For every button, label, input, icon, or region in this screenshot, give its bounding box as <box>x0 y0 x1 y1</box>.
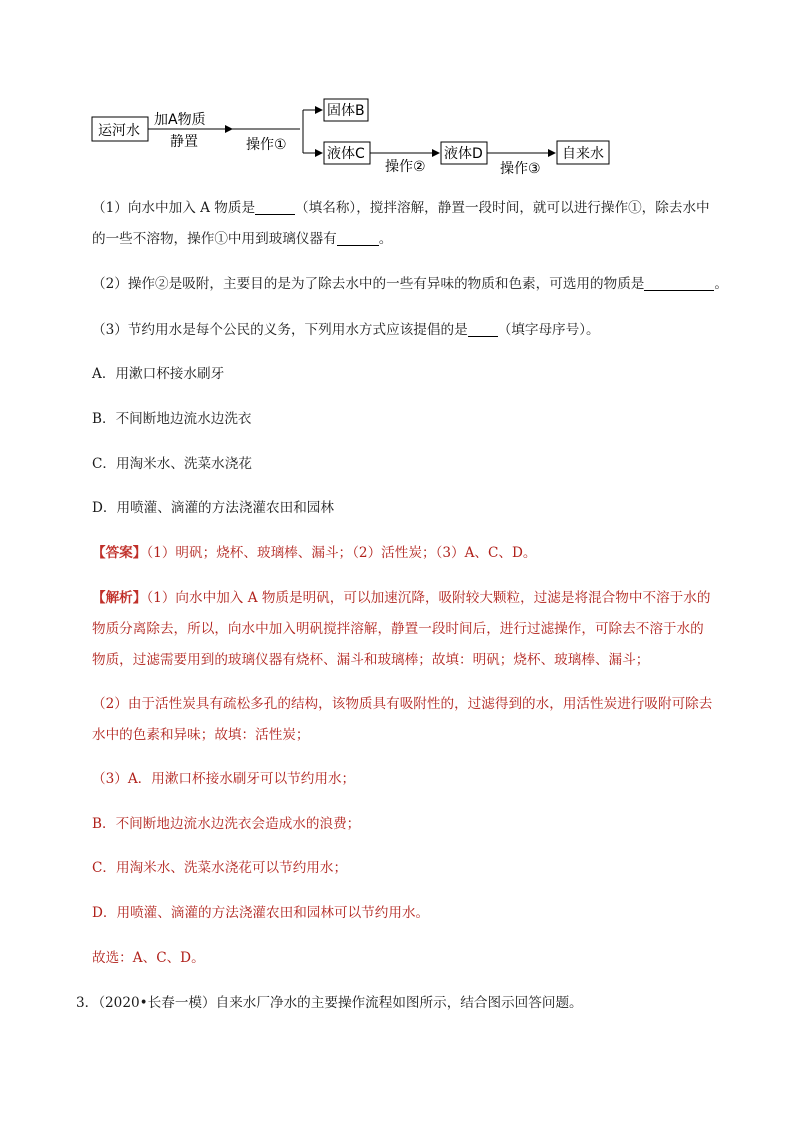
analysis-p3: （3）A．用漱口杯接水刷牙可以节约用水； <box>92 771 356 787</box>
q2-text-a: （2）操作②是吸附，主要目的是为了除去水中的一些有异味的物质和色素，可选用的物质是 <box>92 276 645 292</box>
analysis-p7: 故选：A、C、D。 <box>92 950 205 966</box>
analysis-p2-line-2: 水中的色素和异味；故填：活性炭； <box>92 727 310 743</box>
option-d: D．用喷灌、滴灌的方法浇灌农田和园林 <box>92 500 334 516</box>
analysis-p4: B．不间断地边流水边洗衣会造成水的浪费； <box>92 816 361 832</box>
product-label: 自来水 <box>562 146 604 162</box>
analysis-p6: D．用喷灌、滴灌的方法浇灌农田和园林可以节约用水。 <box>92 905 430 921</box>
q2-blank <box>644 276 714 291</box>
op2-label: 操作② <box>385 159 426 175</box>
q1-blank-instruments <box>337 231 379 246</box>
source-label: 运河水 <box>98 123 140 139</box>
q3-text-a: （3）节约用水是每个公民的义务，下列用水方式应该提倡的是 <box>92 322 468 338</box>
analysis-p1-line-2: 物质分离除去，所以，向水中加入明矾搅拌溶解，静置一段时间后，进行过滤操作，可除去不溶于水的 <box>92 621 704 637</box>
q2-text-b: 。 <box>714 276 728 292</box>
answer-line <box>92 543 536 563</box>
q1-line-1 <box>92 198 710 218</box>
settle-label: 静置 <box>170 134 198 150</box>
liquid-c-label: 液体C <box>327 146 365 162</box>
q3-blank <box>468 322 498 337</box>
water-treatment-flow-diagram <box>0 0 794 190</box>
option-b: B．不间断地边流水边洗衣 <box>92 411 252 427</box>
q1-text-c: 的一些不溶物，操作①中用到玻璃仪器有 <box>92 231 337 247</box>
q1-text-b: （填名称），搅拌溶解，静置一段时间，就可以进行操作①，除去水中 <box>295 200 710 216</box>
next-question: 3．（2020•长春一模）自来水厂净水的主要操作流程如图所示，结合图示回答问题。 <box>76 995 583 1011</box>
q3-line <box>92 320 600 340</box>
analysis-p5: C．用淘米水、洗菜水浇花可以节约用水； <box>92 860 348 876</box>
answer-text: （1）明矾；烧杯、玻璃棒、漏斗；（2）活性炭；（3）A、C、D。 <box>146 545 537 561</box>
q1-blank-name <box>255 200 295 215</box>
add-label: 加A物质 <box>154 112 206 128</box>
q1-line-2 <box>92 229 392 249</box>
solid-b-label: 固体B <box>327 103 365 119</box>
analysis-p1-line-3: 物质，过滤需要用到的玻璃仪器有烧杯、漏斗和玻璃棒；故填：明矾；烧杯、玻璃棒、漏斗； <box>92 652 650 668</box>
op1-label: 操作① <box>246 137 287 153</box>
option-a: A．用漱口杯接水刷牙 <box>92 366 225 382</box>
q1-text-a: （1）向水中加入 A 物质是 <box>92 200 256 216</box>
q3-text-b: （填字母序号）。 <box>497 322 600 338</box>
answer-tag: 【答案】 <box>92 545 147 561</box>
q2-line <box>92 274 728 294</box>
q1-text-d: 。 <box>378 231 393 247</box>
op3-label: 操作③ <box>500 161 541 177</box>
liquid-d-label: 液体D <box>444 146 483 162</box>
analysis-p2-line-1: （2）由于活性炭具有疏松多孔的结构，该物质具有吸附性的，过滤得到的水，用活性炭进行吸附可除去 <box>92 696 713 712</box>
analysis-tag: 【解析】 <box>92 590 147 606</box>
analysis-p1-line-1 <box>92 588 710 608</box>
analysis-p1-l1: （1）向水中加入 A 物质是明矾，可以加速沉降，吸附较大颗粒，过滤是将混合物中不溶于水的 <box>146 590 711 606</box>
option-c: C．用淘米水、洗菜水浇花 <box>92 456 252 472</box>
